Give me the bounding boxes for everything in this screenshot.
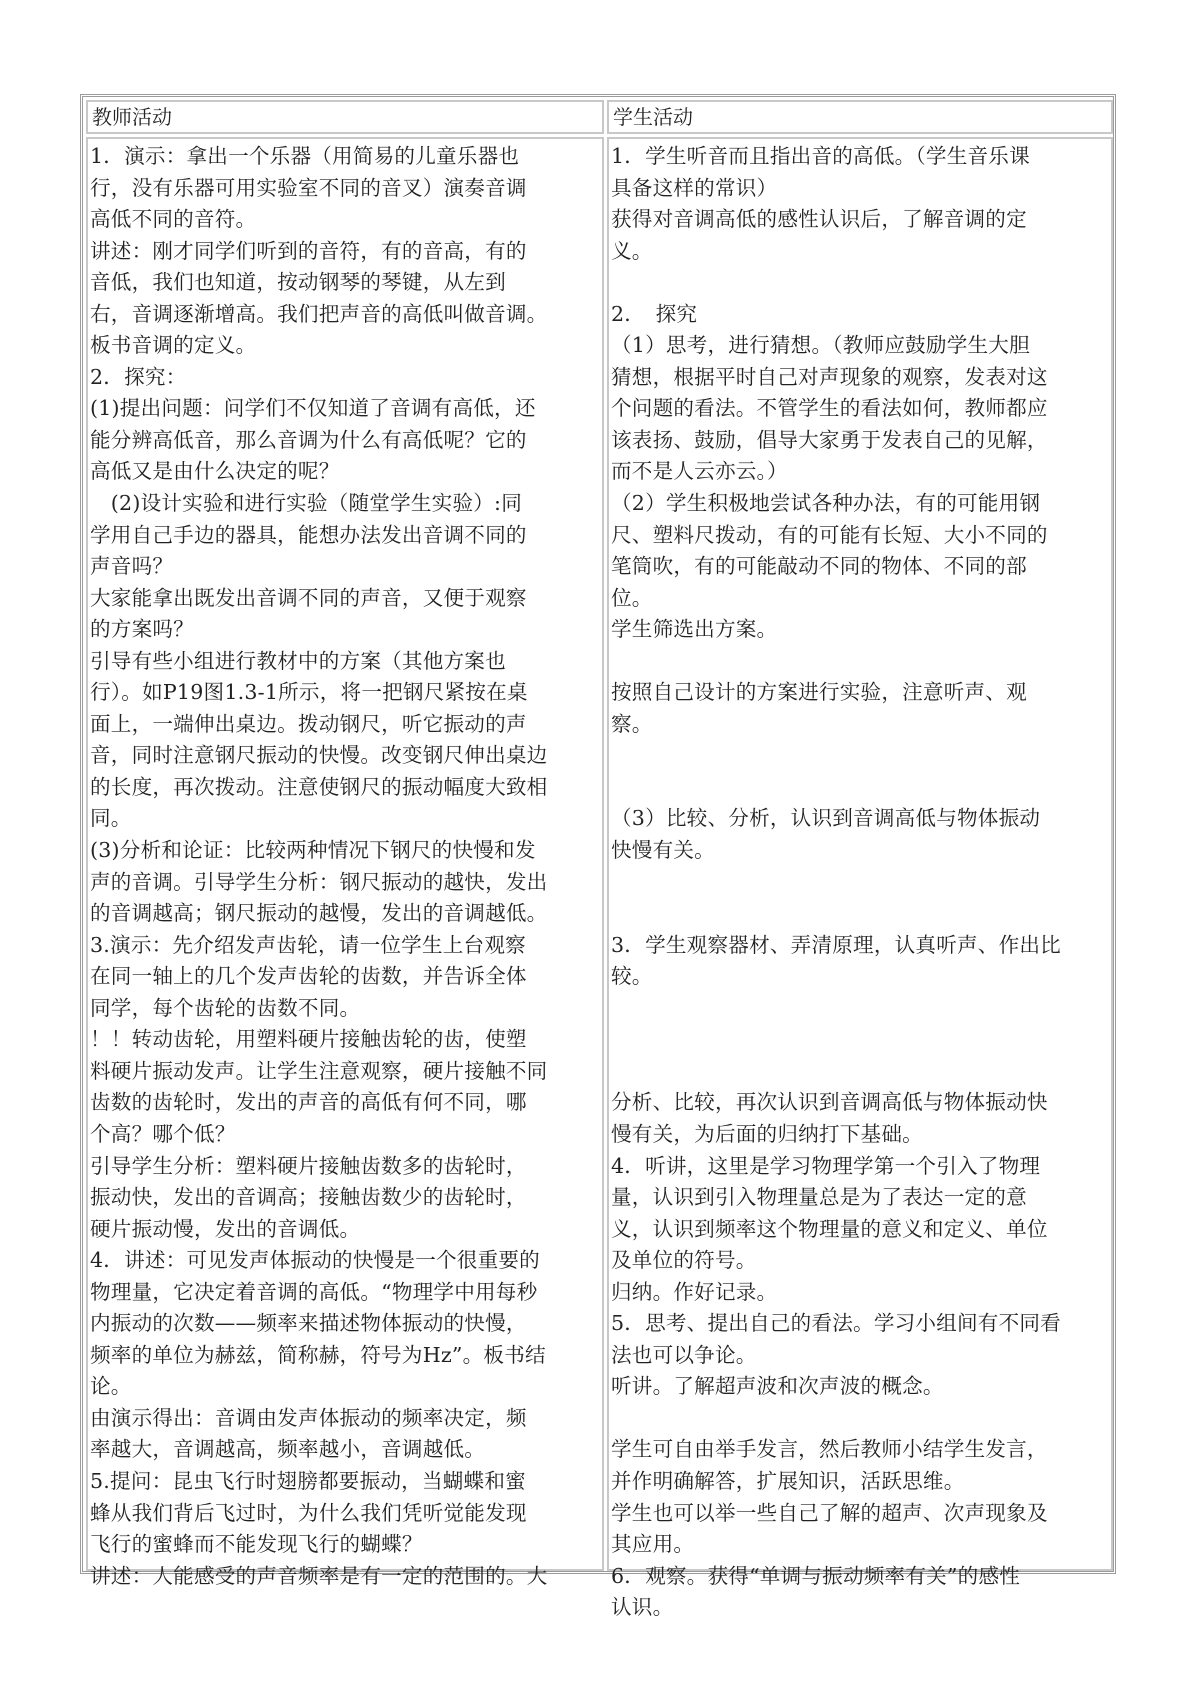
- student-activity-line: 猜想，根据平时自己对声现象的观察，发表对这: [611, 364, 1048, 389]
- teacher-activity-line: 硬片振动慢，发出的音调低。: [90, 1216, 361, 1241]
- student-activity-line: [611, 1056, 1111, 1088]
- teacher-activity-line: 大家能拿出既发出音调不同的声音，又便于观察: [90, 585, 527, 610]
- student-activity-line: 其应用。: [611, 1532, 695, 1557]
- student-activity-line: 个问题的看法。不管学生的看法如何，教师都应: [611, 396, 1048, 421]
- student-activity-line: [611, 867, 1111, 899]
- teacher-activity-line: 能分辨高低音，那么音调为什么有高低呢？它的: [90, 427, 527, 452]
- student-activity-line: 并作明确解答，扩展知识，活跃思维。: [611, 1468, 965, 1493]
- student-activity-line: 2． 探究: [611, 301, 698, 326]
- teacher-activity-line: 学用自己手边的器具，能想办法发出音调不同的: [90, 522, 527, 547]
- lesson-activity-table: [80, 94, 1116, 1620]
- student-activity-line: [611, 646, 1111, 678]
- teacher-activity-line: 音低，我们也知道，按动钢琴的琴键，从左到: [90, 270, 506, 295]
- student-activity-line: [611, 740, 1111, 772]
- teacher-activity-line: 音，同时注意钢尺振动的快慢。改变钢尺伸出桌边: [90, 743, 548, 768]
- teacher-activity-line: 声音吗？: [90, 554, 174, 579]
- student-activity-line: 分析、比较，再次认识到音调高低与物体振动快: [611, 1090, 1048, 1115]
- teacher-activity-line: 振动快，发出的音调高；接触齿数少的齿轮时，: [90, 1185, 527, 1210]
- student-activity-line: 按照自己设计的方案进行实验，注意听声、观: [611, 680, 1027, 705]
- teacher-activity-line: 高低又是由什么决定的呢？: [90, 459, 340, 484]
- teacher-activity-line: 内振动的次数——频率来描述物体振动的快慢，: [90, 1311, 527, 1336]
- teacher-activity-line: 讲述：人能感受的声音频率是有一定的范围的。大: [90, 1563, 548, 1588]
- student-activity-line: 学生可自由举手发言，然后教师小结学生发言，: [611, 1437, 1048, 1462]
- teacher-activity-header: 教师活动: [92, 105, 172, 129]
- teacher-activity-line: 右，音调逐渐增高。我们把声音的高低叫做音调。: [90, 301, 548, 326]
- teacher-activity-line: 物理量，它决定着音调的高低。“物理学中用每秒: [90, 1279, 538, 1304]
- teacher-activity-line: 面上，一端伸出桌边。拨动钢尺，听它振动的声: [90, 711, 527, 736]
- student-activity-line: 及单位的符号。: [611, 1248, 757, 1273]
- student-activity-line: 位。: [611, 585, 653, 610]
- student-activity-line: （2）学生积极地尝试各种办法，有的可能用钢: [611, 491, 1041, 516]
- teacher-activity-line: 3.演示：先介绍发声齿轮，请一位学生上台观察: [90, 932, 526, 957]
- teacher-activity-line: 5.提问：昆虫飞行时翅膀都要振动，当蝴蝶和蜜: [90, 1468, 526, 1493]
- teacher-activity-line: 飞行的蜜蜂而不能发现飞行的蝴蝶？: [90, 1532, 423, 1557]
- teacher-activity-text: [88, 139, 602, 1592]
- student-activity-line: 法也可以争论。: [611, 1342, 757, 1367]
- student-activity-line: [611, 772, 1111, 804]
- student-activity-line: 5．思考、提出自己的看法。学习小组间有不同看: [611, 1311, 1061, 1336]
- student-activity-line: 快慢有关。: [611, 838, 715, 863]
- teacher-activity-line: 1．演示：拿出一个乐器（用简易的儿童乐器也: [90, 144, 520, 168]
- teacher-activity-header-cell: [86, 100, 604, 134]
- teacher-activity-line: (3)分析和论证：比较两种情况下钢尺的快慢和发: [90, 838, 536, 863]
- teacher-activity-line: 的方案吗？: [90, 617, 194, 642]
- teacher-activity-line: 由演示得出：音调由发声体振动的频率决定，频: [90, 1405, 527, 1430]
- teacher-activity-line: 讲述：刚才同学们听到的音符，有的音高，有的: [90, 238, 527, 263]
- student-activity-header: 学生活动: [613, 105, 693, 129]
- student-activity-line: 笔筒吹，有的可能敲动不同的物体、不同的部: [611, 554, 1027, 579]
- teacher-activity-line: 的音调越高；钢尺振动的越慢，发出的音调越低。: [90, 901, 548, 926]
- student-activity-line: 察。: [611, 711, 653, 736]
- student-activity-line: 1．学生听音而且指出音的高低。（学生音乐课: [611, 144, 1030, 168]
- student-activity-line: 学生筛选出方案。: [611, 617, 778, 642]
- teacher-activity-line: 蜂从我们背后飞过时，为什么我们凭听觉能发现: [90, 1500, 527, 1525]
- teacher-activity-line: 引导有些小组进行教材中的方案（其他方案也: [90, 648, 506, 673]
- teacher-activity-line: 行）。如P19图1.3-1所示，将一把钢尺紧按在桌: [90, 680, 528, 705]
- teacher-activity-line: 2．探究：: [90, 364, 187, 389]
- teacher-activity-line: 声的音调。引导学生分析：钢尺振动的越快，发出: [90, 869, 548, 894]
- student-activity-line: 获得对音调高低的感性认识后，了解音调的定: [611, 207, 1027, 232]
- student-activity-line: [611, 898, 1111, 930]
- student-activity-line: 3．学生观察器材、弄清原理，认真听声、作出比: [611, 932, 1061, 957]
- student-activity-line: 归纳。作好记录。: [611, 1279, 778, 1304]
- student-activity-line: 慢有关，为后面的归纳打下基础。: [611, 1121, 923, 1146]
- student-activity-line: 量，认识到引入物理量总是为了表达一定的意: [611, 1185, 1027, 1210]
- teacher-activity-cell: [86, 137, 604, 1588]
- student-activity-line: 6．观察。获得“单调与振动频率有关”的感性: [611, 1563, 1021, 1588]
- student-activity-line: 尺、塑料尺拨动，有的可能有长短、大小不同的: [611, 522, 1048, 547]
- student-activity-header-cell: [607, 100, 1113, 134]
- teacher-activity-line: 率越大，音调越高，频率越小，音调越低。: [90, 1437, 486, 1462]
- teacher-activity-line: 的长度，再次拨动。注意使钢尺的振动幅度大致相: [90, 774, 548, 799]
- student-activity-line: [611, 267, 1111, 299]
- student-activity-line: [611, 1403, 1111, 1435]
- teacher-activity-line: 引导学生分析：塑料硬片接触齿数多的齿轮时，: [90, 1153, 527, 1178]
- teacher-activity-line: 4．讲述：可见发声体振动的快慢是一个很重要的: [90, 1248, 540, 1273]
- student-activity-line: 该表扬、鼓励，倡导大家勇于发表自己的见解，: [611, 427, 1048, 452]
- student-activity-line: 具备这样的常识）: [611, 175, 778, 200]
- student-activity-line: 义。: [611, 238, 653, 263]
- student-activity-line: [611, 1024, 1111, 1056]
- teacher-activity-line: 料硬片振动发声。让学生注意观察，硬片接触不同: [90, 1058, 548, 1083]
- teacher-activity-line: 高低不同的音符。: [90, 207, 257, 232]
- teacher-activity-line: 行，没有乐器可用实验室不同的音叉）演奏音调: [90, 175, 527, 200]
- teacher-activity-line: 齿数的齿轮时，发出的声音的高低有何不同，哪: [90, 1090, 527, 1115]
- student-activity-line: 4．听讲，这里是学习物理学第一个引入了物理: [611, 1153, 1041, 1178]
- teacher-activity-line: 个高？哪个低？: [90, 1121, 236, 1146]
- student-activity-line: （1）思考，进行猜想。（教师应鼓励学生大胆: [611, 333, 1030, 358]
- teacher-activity-line: 同学，每个齿轮的齿数不同。: [90, 995, 361, 1020]
- student-activity-line: 学生也可以举一些自己了解的超声、次声现象及: [611, 1500, 1048, 1525]
- teacher-activity-line: 同。: [90, 806, 132, 831]
- student-activity-text: [609, 139, 1111, 1624]
- teacher-activity-line: 板书音调的定义。: [90, 333, 257, 358]
- student-activity-line: 认识。: [611, 1595, 674, 1620]
- student-activity-line: 听讲。了解超声波和次声波的概念。: [611, 1374, 944, 1399]
- student-activity-line: 而不是人云亦云。）: [611, 459, 788, 484]
- student-activity-line: （3）比较、分析，认识到音调高低与物体振动: [611, 806, 1041, 831]
- student-activity-line: [611, 993, 1111, 1025]
- teacher-activity-line: (2)设计实验和进行实验（随堂学生实验）:同: [90, 491, 522, 516]
- teacher-activity-line: ！！转动齿轮，用塑料硬片接触齿轮的齿，使塑: [90, 1027, 527, 1052]
- teacher-activity-line: 频率的单位为赫兹，简称赫，符号为Hz”。板书结: [90, 1342, 546, 1367]
- student-activity-cell: [607, 137, 1113, 1620]
- teacher-activity-line: 在同一轴上的几个发声齿轮的齿数，并告诉全体: [90, 964, 527, 989]
- teacher-activity-line: 论。: [90, 1374, 132, 1399]
- student-activity-line: 较。: [611, 964, 653, 989]
- student-activity-line: 义，认识到频率这个物理量的意义和定义、单位: [611, 1216, 1048, 1241]
- teacher-activity-line: (1)提出问题：问学们不仅知道了音调有高低，还: [90, 396, 536, 421]
